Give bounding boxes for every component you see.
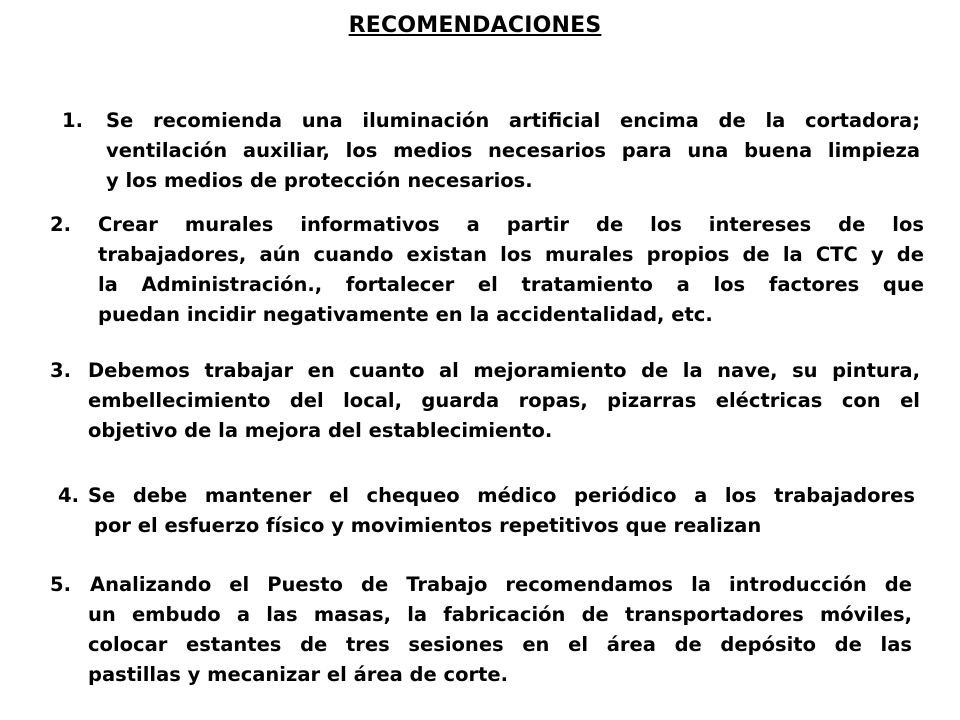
recommendation-item-4 xyxy=(58,481,915,541)
recommendation-item-3 xyxy=(50,356,920,446)
item-line: puedan incidir negativamente en la accidentalidad, etc. xyxy=(98,303,713,326)
page-title: RECOMENDACIONES xyxy=(348,13,602,38)
recommendation-item-5 xyxy=(50,570,912,690)
item-line: objetivo de la mejora del establecimiento. xyxy=(88,419,553,442)
item-line: trabajadores, aún cuando existan los murales propios de la CTC y de xyxy=(98,243,924,266)
item-line: la Administración., fortalecer el tratamiento a los factores que xyxy=(98,273,924,296)
item-line: un embudo a las masas, la fabricación de transportadores móviles, xyxy=(88,603,912,626)
item-line: Debemos trabajar en cuanto al mejoramiento de la nave, su pintura, xyxy=(88,359,920,382)
item-number: 2. xyxy=(50,213,71,236)
item-line: embellecimiento del local, guarda ropas, pizarras eléctricas con el xyxy=(88,389,920,412)
item-number: 5. xyxy=(50,573,71,596)
item-line: y los medios de protección necesarios. xyxy=(106,169,533,192)
recommendation-item-1 xyxy=(62,106,920,196)
item-number: 1. xyxy=(62,109,83,132)
item-line: Analizando el Puesto de Trabajo recomendamos la introducción de xyxy=(90,573,912,596)
recommendation-item-2 xyxy=(50,210,924,330)
item-line: Se debe mantener el chequeo médico periódico a los trabajadores xyxy=(88,484,915,507)
item-line: por el esfuerzo físico y movimientos repetitivos que realizan xyxy=(94,514,762,537)
item-line: ventilación auxiliar, los medios necesarios para una buena limpieza xyxy=(106,139,920,162)
item-number: 4. xyxy=(58,484,79,507)
item-line: Se recomienda una iluminación artificial encima de la cortadora; xyxy=(106,109,920,132)
item-line: Crear murales informativos a partir de los intereses de los xyxy=(98,213,924,236)
item-line: pastillas y mecanizar el área de corte. xyxy=(88,663,509,686)
item-number: 3. xyxy=(50,359,71,382)
item-line: colocar estantes de tres sesiones en el área de depósito de las xyxy=(88,633,912,656)
